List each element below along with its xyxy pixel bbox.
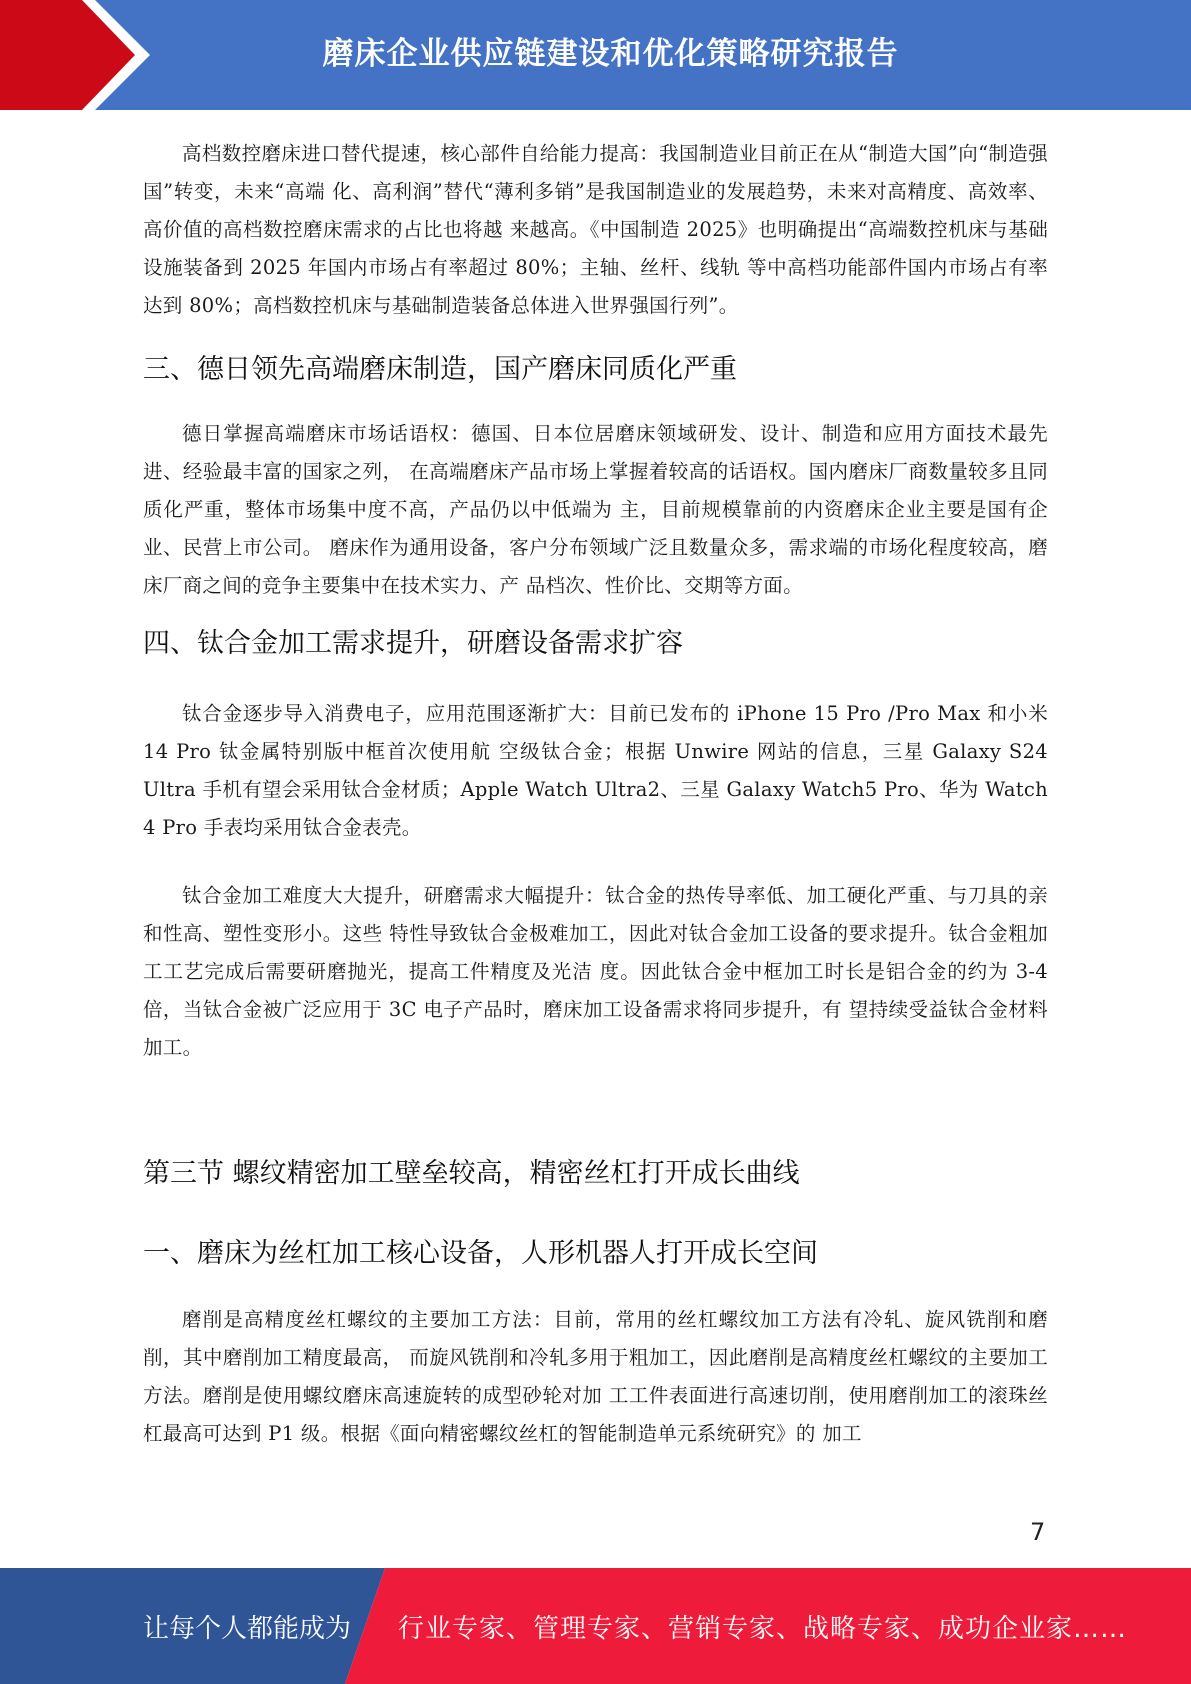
footer-slogan-left: 让每个人都能成为 (143, 1613, 352, 1644)
header-title: 磨床企业供应链建设和优化策略研究报告 (322, 35, 899, 72)
footer-slogan-right: 行业专家、管理专家、营销专家、战略专家、成功企业家…… (398, 1613, 1128, 1644)
page-footer (0, 1568, 1191, 1684)
heading-grinding-core: 一、磨床为丝杠加工核心设备，人形机器人打开成长空间 (143, 1238, 818, 1269)
paragraph-grinding-method: 磨削是高精度丝杠螺纹的主要加工方法：目前，常用的丝杠螺纹加工方法有冷轧、旋风铣削和磨削，其中磨削加工精度最高， 而旋风铣削和冷轧多用于粗加工，因此磨削是高精度丝杠螺纹的主要加工方法。磨削是使用螺纹磨床高速旋转的成型砂轮对加 工工件表面进行高速切削，使用磨削加工的滚珠丝杠最高可达到 P1 级。根据《面向精密螺纹丝杠的智能制造单元系统研究》的 加工 (143, 1308, 1048, 1445)
paragraph-titanium-difficulty: 钛合金加工难度大大提升，研磨需求大幅提升：钛合金的热传导率低、加工硬化严重、与刀具的亲和性高、塑性变形小。这些 特性导致钛合金极难加工，因此对钛合金加工设备的要求提升。钛合金粗加工工艺完成后需要研磨抛光，提高工件精度及光洁 度。因此钛合金中框加工时长是铝合金的约为 3-4 倍，当钛合金被广泛应用于 3C 电子产品时，磨床加工设备需求将同步提升，有 望持续受益钛合金材料加工。 (143, 884, 1048, 1059)
paragraph-titanium-consumer: 钛合金逐步导入消费电子，应用范围逐渐扩大：目前已发布的 iPhone 15 Pro /Pro Max 和小米 14 Pro 钛金属特别版中框首次使用航 空级钛合金；根据 Unwire 网站的信息，三星 Galaxy S24 Ultra 手机有望会采用钛合金材质；Apple Watch Ultra2、三星 Galaxy Watch5 Pro、华为 Watch 4 Pro 手表均采用钛合金表壳。 (143, 702, 1048, 839)
paragraph-market-power: 德日掌握高端磨床市场话语权：德国、日本位居磨床领域研发、设计、制造和应用方面技术最先进、经验最丰富的国家之列， 在高端磨床产品市场上掌握着较高的话语权。国内磨床厂商数量较多且同质化严重，整体市场集中度不高，产品仍以中低端为 主，目前规模靠前的内资磨床企业主要是国有企业、民营上市公司。 磨床作为通用设备，客户分布领域广泛且数量众多，需求端的市场化程度较高，磨床厂商之间的竞争主要集中在技术实力、产 品档次、性价比、交期等方面。 (143, 422, 1048, 597)
page-header (0, 0, 1191, 110)
heading-titanium: 四、钛合金加工需求提升，研磨设备需求扩容 (143, 628, 683, 659)
document-body (143, 135, 1048, 1453)
heading-germany-japan: 三、德日领先高端磨床制造，国产磨床同质化严重 (143, 354, 737, 385)
page-number: 7 (1030, 1518, 1046, 1546)
section-heading: 第三节 螺纹精密加工壁垒较高，精密丝杠打开成长曲线 (143, 1158, 800, 1189)
paragraph-import-substitution: 高档数控磨床进口替代提速，核心部件自给能力提高：我国制造业目前正在从“制造大国”向“制造强国”转变，未来“高端 化、高利润”替代“薄利多销”是我国制造业的发展趋势，未来对高精度、高效率、高价值的高档数控磨床需求的占比也将越 来越高。《中国制造 2025》也明确提出“高端数控机床与基础设施装备到 2025 年国内市场占有率超过 80%；主轴、丝杆、线轨 等中高档功能部件国内市场占有率达到 80%；高档数控机床与基础制造装备总体进入世界强国行列”。 (143, 142, 1048, 317)
